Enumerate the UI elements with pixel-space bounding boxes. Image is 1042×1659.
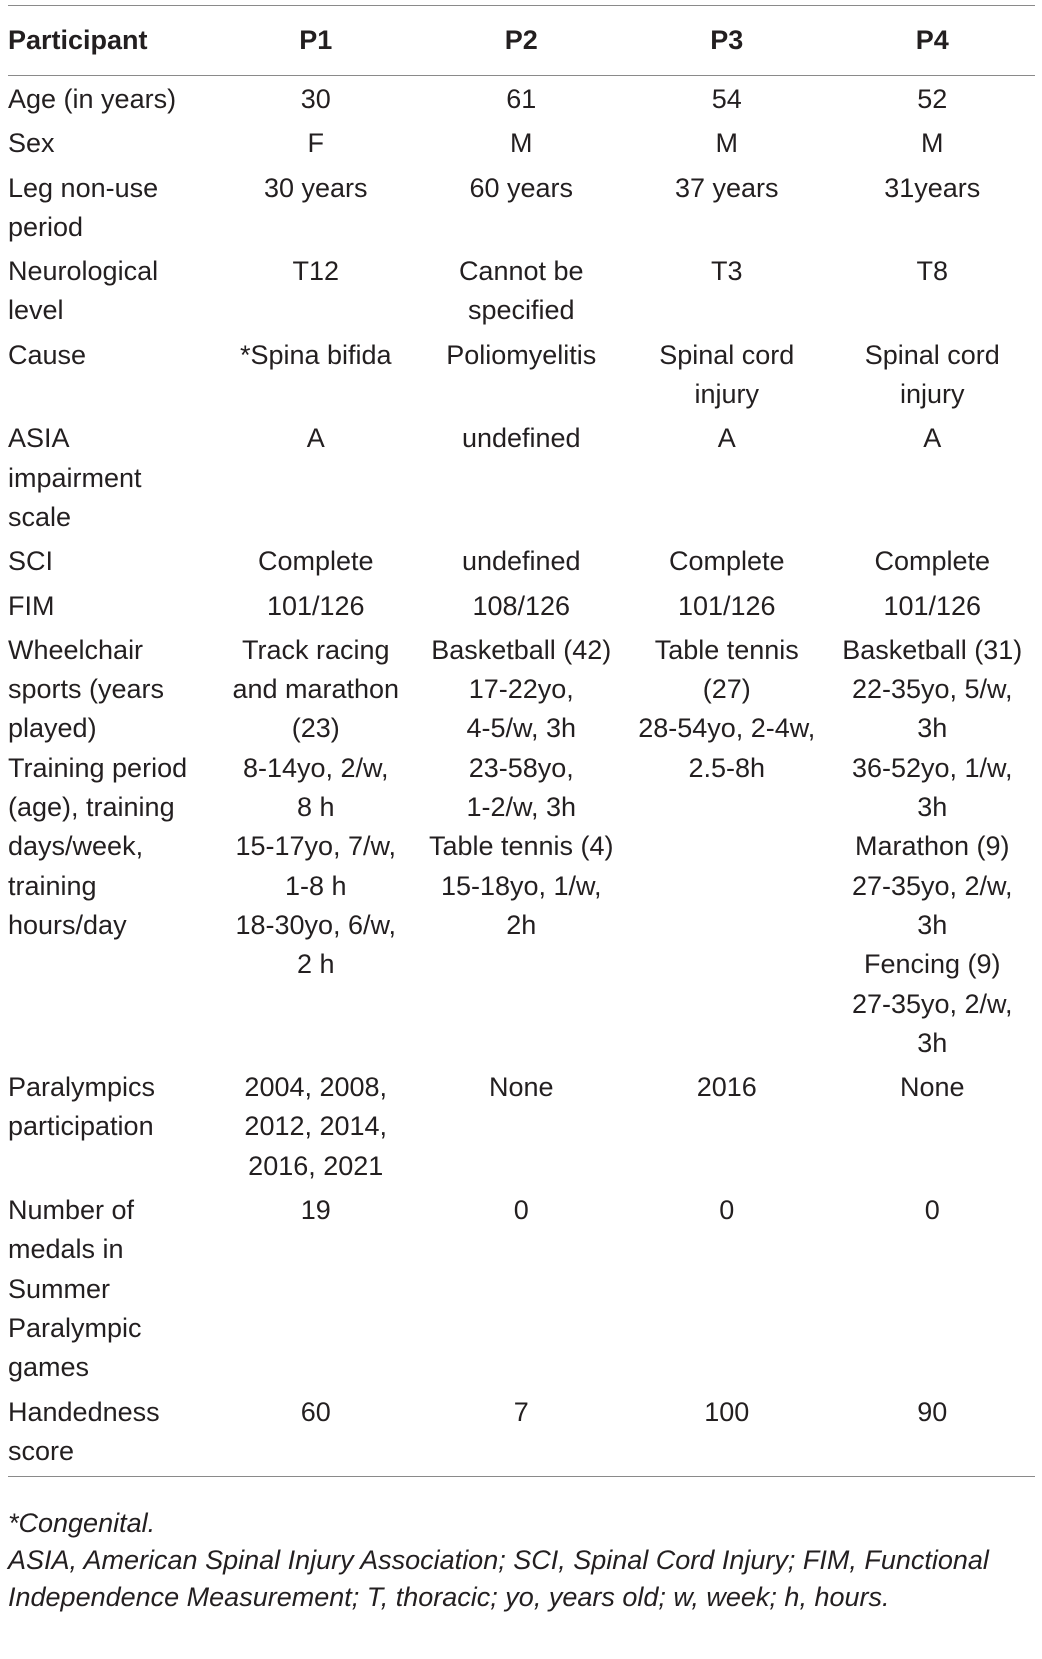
cell-line: Table tennis: [654, 634, 799, 665]
cell-line: A: [923, 423, 942, 454]
row-label-line: Number of: [8, 1195, 135, 1226]
cell-line: Spinal cord: [659, 339, 795, 370]
row-label-line: games: [8, 1352, 90, 1383]
cell-line: 3h: [917, 909, 948, 940]
column-header-p4: P4: [830, 6, 1036, 76]
row-label: [8, 626, 213, 1063]
table-footnotes: [8, 1505, 1035, 1616]
column-header-p3: P3: [624, 6, 830, 76]
table-row: [8, 1063, 1035, 1186]
row-label: [8, 247, 213, 331]
cell-line: 1-2/w, 3h: [466, 792, 577, 823]
cell-line: 18-30yo, 6/w,: [235, 909, 397, 940]
table-cell-p1: [213, 626, 419, 1063]
cell-line: undefined: [461, 546, 581, 577]
table-cell-p3: [624, 119, 830, 163]
table-cell-p1: [213, 164, 419, 248]
cell-line: None: [899, 1072, 965, 1103]
table-row: [8, 414, 1035, 537]
cell-line: M: [921, 128, 944, 159]
table-row: [8, 537, 1035, 581]
row-label-line: ASIA: [8, 423, 70, 454]
row-label-line: days/week,: [8, 831, 144, 862]
row-label-line: score: [8, 1435, 75, 1466]
table-cell-p3: [624, 1388, 830, 1477]
row-label: [8, 1388, 213, 1477]
cell-line: 54: [711, 84, 742, 114]
table-row: [8, 247, 1035, 331]
cell-line: 3h: [917, 713, 948, 744]
table-cell-p2: [419, 1388, 625, 1477]
cell-line: 30: [300, 84, 331, 114]
table-cell-p4: [830, 247, 1036, 331]
cell-line: 0: [924, 1195, 940, 1226]
cell-line: T12: [292, 256, 340, 287]
table-cell-p1: [213, 331, 419, 415]
cell-line: 36-52yo, 1/w,: [851, 752, 1013, 783]
row-label-line: sports (years: [8, 674, 165, 705]
row-label: [8, 331, 213, 415]
cell-line: 52: [917, 84, 948, 114]
cell-line: A: [306, 423, 325, 454]
row-label-line: training: [8, 870, 97, 901]
cell-line: 15-17yo, 7/w,: [235, 831, 397, 862]
row-label-line: Handedness: [8, 1396, 160, 1427]
cell-line: Track racing: [241, 634, 390, 665]
cell-line: 8-14yo, 2/w,: [242, 752, 389, 783]
cell-line: 3h: [917, 792, 948, 823]
table-row: [8, 582, 1035, 626]
table-row: [8, 164, 1035, 248]
cell-line: F: [307, 128, 324, 159]
cell-line: 8 h: [296, 792, 335, 823]
cell-line: T8: [916, 256, 948, 287]
cell-line: Fencing (9): [863, 949, 1001, 980]
table-cell-p3: [624, 1063, 830, 1186]
cell-line: 61: [506, 84, 537, 114]
table-cell-p4: [830, 582, 1036, 626]
table-header-row: [8, 6, 1035, 76]
cell-line: Basketball (31): [842, 634, 1023, 665]
table-cell-p3: [624, 537, 830, 581]
column-header-p2: P2: [419, 6, 625, 76]
row-label: [8, 414, 213, 537]
row-label-line: Leg non-use: [8, 172, 159, 203]
row-label-line: period: [8, 211, 84, 242]
table-cell-p2: [419, 1186, 625, 1387]
row-label: [8, 164, 213, 248]
table-cell-p4: [830, 76, 1036, 120]
row-label-line: Training period: [8, 752, 188, 783]
table-cell-p2: [419, 164, 625, 248]
row-label-line: scale: [8, 501, 72, 532]
table-cell-p4: [830, 414, 1036, 537]
table-cell-p2: [419, 247, 625, 331]
cell-line: 100: [704, 1396, 750, 1427]
table-row: [8, 1186, 1035, 1387]
cell-line: 17-22yo,: [468, 674, 574, 705]
table-cell-p4: [830, 331, 1036, 415]
table-cell-p1: [213, 1063, 419, 1186]
column-header-participant: Participant: [8, 6, 213, 76]
table-cell-p1: [213, 76, 419, 120]
table-cell-p2: [419, 119, 625, 163]
cell-line: M: [715, 128, 738, 159]
table-row: [8, 331, 1035, 415]
table-cell-p4: [830, 1063, 1036, 1186]
cell-line: 7: [513, 1396, 529, 1427]
table-row: [8, 76, 1035, 120]
row-label-line: impairment: [8, 462, 142, 493]
table-cell-p2: [419, 76, 625, 120]
row-label-line: SCI: [8, 546, 54, 577]
column-header-p1: P1: [213, 6, 419, 76]
table-cell-p3: [624, 582, 830, 626]
cell-line: 2012, 2014,: [244, 1111, 388, 1142]
row-label-line: participation: [8, 1111, 154, 1142]
cell-line: A: [717, 423, 736, 454]
cell-line: 1-8 h: [284, 870, 347, 901]
cell-line: 3h: [917, 1027, 948, 1058]
cell-line: Complete: [668, 546, 785, 577]
table-cell-p1: [213, 1388, 419, 1477]
row-label-line: Sex: [8, 128, 55, 159]
row-label-line: Cause: [8, 339, 87, 370]
table-cell-p3: [624, 414, 830, 537]
table-cell-p1: [213, 537, 419, 581]
cell-line: 31years: [884, 172, 981, 203]
table-cell-p2: [419, 626, 625, 1063]
row-label-line: Neurological: [8, 256, 159, 287]
footnote-abbreviations: [8, 1542, 1035, 1616]
footnote-congenital: *Congenital.: [8, 1508, 156, 1538]
cell-line: 90: [917, 1396, 948, 1427]
row-label-line: played): [8, 713, 97, 744]
cell-line: 15-18yo, 1/w,: [440, 870, 602, 901]
row-label: [8, 537, 213, 581]
row-label-line: level: [8, 295, 64, 326]
row-label: [8, 1186, 213, 1387]
cell-line: and marathon: [232, 674, 400, 705]
table-cell-p1: [213, 1186, 419, 1387]
cell-line: 60: [300, 1396, 331, 1427]
cell-line: 2004, 2008,: [244, 1072, 388, 1103]
table-cell-p2: [419, 331, 625, 415]
table-cell-p3: [624, 331, 830, 415]
table-cell-p3: [624, 164, 830, 248]
row-label-line: hours/day: [8, 909, 127, 940]
cell-line: T3: [710, 256, 743, 287]
cell-line: undefined: [461, 423, 581, 454]
cell-line: 4-5/w, 3h: [466, 713, 577, 744]
table-cell-p1: [213, 414, 419, 537]
cell-line: Marathon (9): [854, 831, 1010, 862]
table-cell-p4: [830, 626, 1036, 1063]
row-label-line: Paralympics: [8, 1072, 156, 1103]
cell-line: Basketball (42): [431, 634, 612, 665]
row-label-line: Wheelchair: [8, 634, 144, 665]
cell-line: 0: [719, 1195, 735, 1226]
cell-line: 2 h: [296, 949, 335, 980]
cell-line: injury: [899, 379, 965, 410]
cell-line: 108/126: [472, 590, 571, 621]
cell-line: injury: [694, 379, 760, 410]
cell-line: 101/126: [266, 590, 365, 621]
table-cell-p4: [830, 537, 1036, 581]
cell-line: (27): [702, 674, 751, 705]
cell-line: 27-35yo, 2/w,: [851, 870, 1013, 901]
cell-line: Spinal cord: [864, 339, 1000, 370]
cell-line: 22-35yo, 5/w,: [851, 674, 1013, 705]
table-cell-p4: [830, 1186, 1036, 1387]
row-label-line: Summer: [8, 1273, 111, 1304]
table-cell-p2: [419, 1063, 625, 1186]
table-cell-p1: [213, 247, 419, 331]
row-label: [8, 1063, 213, 1186]
table-cell-p4: [830, 119, 1036, 163]
cell-line: specified: [467, 295, 575, 326]
cell-line: 30 years: [263, 172, 368, 203]
table-cell-p2: [419, 582, 625, 626]
cell-line: 2h: [506, 909, 537, 940]
row-label: [8, 119, 213, 163]
table-cell-p2: [419, 414, 625, 537]
cell-line: 23-58yo,: [468, 752, 574, 783]
cell-line: 2.5-8h: [688, 752, 766, 783]
row-label: [8, 76, 213, 120]
cell-line: Table tennis (4): [428, 831, 614, 862]
table-cell-p1: [213, 119, 419, 163]
cell-line: *Spina bifida: [239, 339, 392, 370]
row-label-line: Paralympic: [8, 1312, 142, 1343]
row-label-line: medals in: [8, 1234, 124, 1265]
table-cell-p3: [624, 76, 830, 120]
table-row: [8, 1388, 1035, 1477]
footnote-abbreviations-line: Independence Measurement; T, thoracic; yo, years old; w, week; h, hours.: [8, 1582, 890, 1612]
cell-line: Complete: [874, 546, 991, 577]
table-cell-p3: [624, 626, 830, 1063]
cell-line: 101/126: [677, 590, 776, 621]
footnote-abbreviations-line: ASIA, American Spinal Injury Association; SCI, Spinal Cord Injury; FIM, Functional: [8, 1545, 989, 1575]
cell-line: (23): [291, 713, 340, 744]
cell-line: 27-35yo, 2/w,: [851, 988, 1013, 1019]
table-cell-p4: [830, 164, 1036, 248]
cell-line: None: [488, 1072, 554, 1103]
table-row: [8, 119, 1035, 163]
cell-line: 2016: [696, 1072, 757, 1103]
row-label-line: (age), training: [8, 792, 175, 823]
cell-line: 19: [300, 1195, 331, 1226]
cell-line: Poliomyelitis: [446, 339, 597, 370]
cell-line: 28-54yo, 2-4w,: [638, 713, 816, 744]
row-label-line: FIM: [8, 590, 55, 621]
cell-line: 60 years: [469, 172, 574, 203]
table-body: [8, 76, 1035, 1477]
table-cell-p1: [213, 582, 419, 626]
cell-line: 37 years: [674, 172, 779, 203]
table-cell-p3: [624, 1186, 830, 1387]
row-label: [8, 582, 213, 626]
table-cell-p2: [419, 537, 625, 581]
cell-line: Cannot be: [458, 256, 584, 287]
table-cell-p4: [830, 1388, 1036, 1477]
cell-line: M: [510, 128, 533, 159]
table-row: [8, 626, 1035, 1063]
table-cell-p3: [624, 247, 830, 331]
cell-line: Complete: [257, 546, 374, 577]
row-label-line: Age (in years): [8, 84, 177, 114]
cell-line: 0: [513, 1195, 529, 1226]
participant-characteristics-table: [8, 5, 1035, 1477]
cell-line: 2016, 2021: [248, 1150, 384, 1181]
cell-line: 101/126: [883, 590, 982, 621]
